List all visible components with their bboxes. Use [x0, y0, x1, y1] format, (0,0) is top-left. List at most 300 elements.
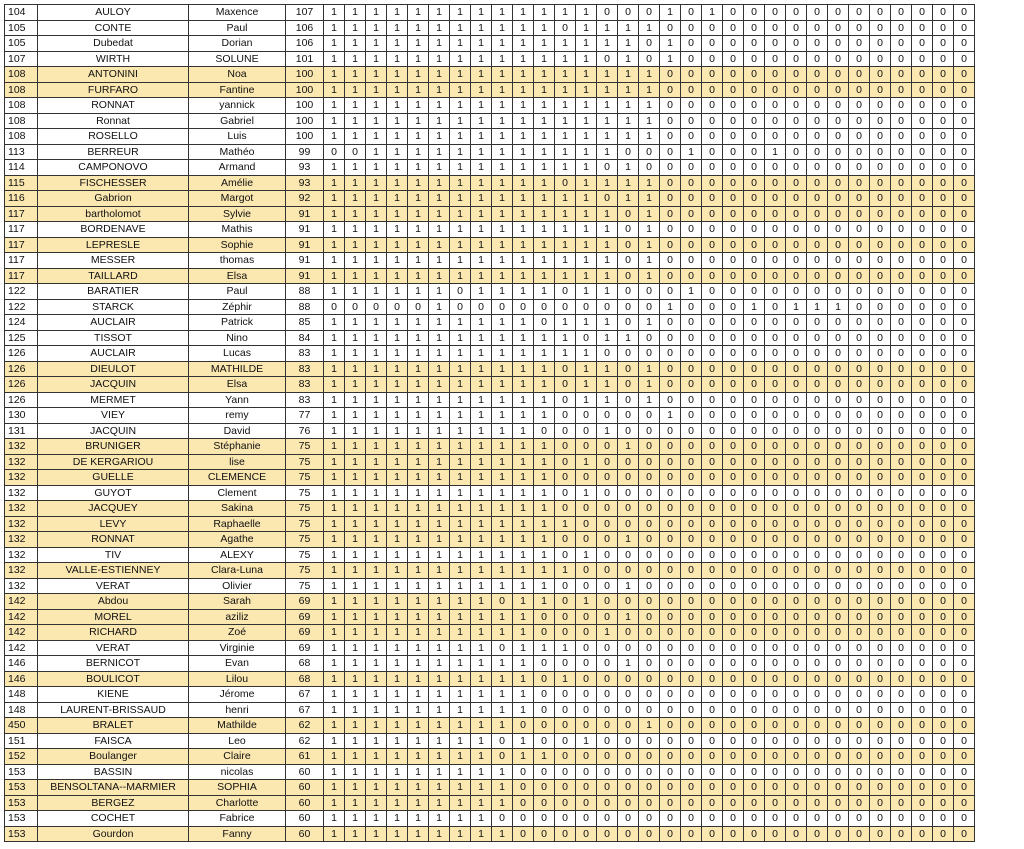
- result-cell: 1: [471, 408, 492, 424]
- result-cell: 0: [618, 144, 639, 160]
- result-cell: 0: [912, 206, 933, 222]
- result-cell: 1: [534, 361, 555, 377]
- result-cell: 0: [786, 144, 807, 160]
- rank-cell: 117: [5, 268, 38, 284]
- last-name-cell: AUCLAIR: [38, 315, 189, 331]
- result-cell: 1: [429, 439, 450, 455]
- result-cell: 0: [618, 361, 639, 377]
- result-cell: 1: [387, 532, 408, 548]
- result-cell: 1: [513, 67, 534, 83]
- result-cell: 0: [765, 82, 786, 98]
- result-cell: 1: [807, 299, 828, 315]
- result-cell: 0: [954, 129, 975, 145]
- result-cell: 0: [933, 578, 954, 594]
- result-cell: 0: [555, 625, 576, 641]
- result-cell: 0: [870, 671, 891, 687]
- result-cell: 0: [639, 299, 660, 315]
- result-cell: 0: [618, 826, 639, 842]
- result-cell: 0: [744, 702, 765, 718]
- result-cell: 0: [786, 764, 807, 780]
- table-row: [5, 284, 975, 300]
- result-cell: 0: [891, 67, 912, 83]
- score-cell: 75: [286, 501, 324, 517]
- result-cell: 0: [912, 113, 933, 129]
- result-cell: 0: [723, 36, 744, 52]
- result-cell: 0: [744, 780, 765, 796]
- result-cell: 0: [912, 361, 933, 377]
- table-row: [5, 20, 975, 36]
- result-cell: 0: [639, 795, 660, 811]
- result-cell: 0: [891, 51, 912, 67]
- last-name-cell: Boulanger: [38, 749, 189, 765]
- result-cell: 0: [828, 625, 849, 641]
- result-cell: 1: [387, 625, 408, 641]
- result-cell: 1: [345, 191, 366, 207]
- table-row: [5, 439, 975, 455]
- result-cell: 0: [723, 423, 744, 439]
- result-cell: 0: [555, 485, 576, 501]
- table-row: [5, 470, 975, 486]
- result-cell: 1: [576, 392, 597, 408]
- result-cell: 1: [786, 299, 807, 315]
- result-cell: 1: [639, 82, 660, 98]
- result-cell: 0: [870, 222, 891, 238]
- score-cell: 60: [286, 764, 324, 780]
- result-cell: 1: [450, 82, 471, 98]
- result-cell: 0: [807, 253, 828, 269]
- result-cell: 1: [513, 578, 534, 594]
- result-cell: 0: [660, 656, 681, 672]
- rank-cell: 148: [5, 702, 38, 718]
- result-cell: 1: [408, 268, 429, 284]
- result-cell: 0: [702, 795, 723, 811]
- result-cell: 0: [912, 547, 933, 563]
- result-cell: 1: [345, 98, 366, 114]
- result-cell: 0: [912, 501, 933, 517]
- result-cell: 1: [387, 516, 408, 532]
- result-cell: 0: [744, 82, 765, 98]
- result-cell: 0: [807, 98, 828, 114]
- first-name-cell: Claire: [189, 749, 286, 765]
- result-cell: 1: [345, 392, 366, 408]
- result-cell: 0: [870, 237, 891, 253]
- result-cell: 0: [639, 656, 660, 672]
- result-cell: 0: [744, 237, 765, 253]
- score-cell: 76: [286, 423, 324, 439]
- result-cell: 0: [660, 144, 681, 160]
- result-cell: 0: [723, 501, 744, 517]
- score-cell: 75: [286, 516, 324, 532]
- result-cell: 0: [639, 687, 660, 703]
- result-cell: 0: [555, 656, 576, 672]
- result-cell: 0: [702, 749, 723, 765]
- result-cell: 0: [891, 268, 912, 284]
- result-cell: 1: [450, 392, 471, 408]
- result-cell: 0: [891, 718, 912, 734]
- table-row: [5, 547, 975, 563]
- result-cell: 1: [345, 547, 366, 563]
- result-cell: 0: [555, 547, 576, 563]
- result-cell: 1: [618, 578, 639, 594]
- result-cell: 0: [618, 454, 639, 470]
- result-cell: 0: [555, 733, 576, 749]
- result-cell: 0: [828, 640, 849, 656]
- result-cell: 1: [387, 222, 408, 238]
- result-cell: 0: [618, 547, 639, 563]
- result-cell: 0: [786, 609, 807, 625]
- result-cell: 1: [471, 222, 492, 238]
- result-cell: 0: [660, 98, 681, 114]
- result-cell: 1: [450, 516, 471, 532]
- result-cell: 1: [639, 377, 660, 393]
- table-row: [5, 671, 975, 687]
- result-cell: 0: [933, 749, 954, 765]
- result-cell: 0: [702, 113, 723, 129]
- result-cell: 1: [744, 299, 765, 315]
- result-cell: 0: [576, 330, 597, 346]
- last-name-cell: VALLE-ESTIENNEY: [38, 563, 189, 579]
- table-row: [5, 253, 975, 269]
- first-name-cell: Fanny: [189, 826, 286, 842]
- result-cell: 0: [786, 222, 807, 238]
- result-cell: 0: [870, 749, 891, 765]
- result-cell: 0: [849, 175, 870, 191]
- rank-cell: 153: [5, 764, 38, 780]
- result-cell: 0: [744, 578, 765, 594]
- result-cell: 0: [534, 625, 555, 641]
- result-cell: 1: [366, 237, 387, 253]
- result-cell: 0: [765, 191, 786, 207]
- result-cell: 1: [450, 160, 471, 176]
- result-cell: 0: [891, 175, 912, 191]
- result-cell: 1: [471, 671, 492, 687]
- result-cell: 1: [429, 780, 450, 796]
- result-cell: 1: [408, 470, 429, 486]
- result-cell: 0: [681, 594, 702, 610]
- result-cell: 1: [597, 253, 618, 269]
- result-cell: 0: [555, 532, 576, 548]
- result-cell: 1: [555, 113, 576, 129]
- first-name-cell: Leo: [189, 733, 286, 749]
- result-cell: 0: [681, 780, 702, 796]
- result-cell: 0: [639, 5, 660, 21]
- result-cell: 0: [681, 687, 702, 703]
- result-cell: 1: [597, 206, 618, 222]
- result-cell: 0: [933, 718, 954, 734]
- result-cell: 1: [450, 98, 471, 114]
- result-cell: 1: [576, 82, 597, 98]
- result-cell: 0: [723, 532, 744, 548]
- result-cell: 0: [954, 330, 975, 346]
- table-row: [5, 67, 975, 83]
- result-cell: 0: [786, 51, 807, 67]
- result-cell: 0: [555, 702, 576, 718]
- result-cell: 1: [366, 423, 387, 439]
- result-cell: 0: [765, 733, 786, 749]
- result-cell: 0: [933, 640, 954, 656]
- result-cell: 0: [954, 764, 975, 780]
- result-cell: 1: [513, 237, 534, 253]
- result-cell: 0: [807, 20, 828, 36]
- result-cell: 0: [870, 811, 891, 827]
- result-cell: 1: [450, 20, 471, 36]
- result-cell: 0: [702, 687, 723, 703]
- result-cell: 1: [387, 98, 408, 114]
- result-cell: 1: [618, 82, 639, 98]
- result-cell: 0: [576, 408, 597, 424]
- result-cell: 0: [597, 764, 618, 780]
- result-cell: 0: [765, 330, 786, 346]
- table-row: [5, 36, 975, 52]
- result-cell: 0: [870, 733, 891, 749]
- result-cell: 1: [513, 36, 534, 52]
- table-row: [5, 237, 975, 253]
- result-cell: 1: [534, 547, 555, 563]
- last-name-cell: LAURENT-BRISSAUD: [38, 702, 189, 718]
- result-cell: 0: [681, 377, 702, 393]
- result-cell: 0: [807, 423, 828, 439]
- score-cell: 100: [286, 113, 324, 129]
- result-cell: 0: [933, 129, 954, 145]
- last-name-cell: WIRTH: [38, 51, 189, 67]
- result-cell: 1: [429, 501, 450, 517]
- result-cell: 1: [429, 361, 450, 377]
- result-cell: 1: [345, 423, 366, 439]
- result-cell: 0: [639, 826, 660, 842]
- result-cell: 0: [765, 609, 786, 625]
- result-cell: 1: [345, 640, 366, 656]
- first-name-cell: Evan: [189, 656, 286, 672]
- result-cell: 1: [450, 222, 471, 238]
- result-cell: 1: [324, 795, 345, 811]
- result-cell: 0: [765, 485, 786, 501]
- result-cell: 1: [513, 129, 534, 145]
- result-cell: 0: [933, 82, 954, 98]
- result-cell: 1: [492, 702, 513, 718]
- result-cell: 0: [723, 656, 744, 672]
- result-cell: 1: [618, 67, 639, 83]
- result-cell: 0: [660, 191, 681, 207]
- result-cell: 1: [450, 578, 471, 594]
- result-cell: 0: [723, 811, 744, 827]
- result-cell: 0: [870, 516, 891, 532]
- first-name-cell: Gabriel: [189, 113, 286, 129]
- result-cell: 0: [933, 253, 954, 269]
- result-cell: 0: [849, 826, 870, 842]
- result-cell: 0: [828, 144, 849, 160]
- result-cell: 0: [555, 392, 576, 408]
- result-cell: 0: [954, 501, 975, 517]
- result-cell: 0: [828, 222, 849, 238]
- rank-cell: 108: [5, 113, 38, 129]
- result-cell: 1: [576, 206, 597, 222]
- result-cell: 0: [744, 346, 765, 362]
- result-cell: 0: [765, 470, 786, 486]
- result-cell: 1: [429, 811, 450, 827]
- result-cell: 1: [471, 687, 492, 703]
- result-cell: 1: [450, 625, 471, 641]
- result-cell: 0: [828, 20, 849, 36]
- result-cell: 1: [450, 51, 471, 67]
- result-cell: 0: [534, 764, 555, 780]
- first-name-cell: Maxence: [189, 5, 286, 21]
- result-cell: 0: [807, 408, 828, 424]
- result-cell: 0: [765, 237, 786, 253]
- result-cell: 0: [555, 764, 576, 780]
- result-cell: 0: [954, 222, 975, 238]
- result-cell: 1: [345, 175, 366, 191]
- result-cell: 1: [324, 640, 345, 656]
- result-cell: 0: [849, 51, 870, 67]
- result-cell: 1: [471, 51, 492, 67]
- result-cell: 0: [765, 532, 786, 548]
- result-cell: 0: [891, 299, 912, 315]
- result-cell: 0: [576, 780, 597, 796]
- result-cell: 0: [660, 222, 681, 238]
- result-cell: 1: [387, 470, 408, 486]
- result-cell: 1: [366, 191, 387, 207]
- result-cell: 0: [870, 315, 891, 331]
- result-cell: 0: [912, 439, 933, 455]
- rank-cell: 122: [5, 299, 38, 315]
- result-cell: 0: [513, 826, 534, 842]
- score-cell: 75: [286, 578, 324, 594]
- result-cell: 1: [702, 5, 723, 21]
- result-cell: 1: [660, 299, 681, 315]
- result-cell: 0: [660, 268, 681, 284]
- result-cell: 1: [387, 408, 408, 424]
- table-row: [5, 516, 975, 532]
- result-cell: 1: [450, 377, 471, 393]
- last-name-cell: Abdou: [38, 594, 189, 610]
- result-cell: 0: [681, 160, 702, 176]
- result-cell: 1: [345, 501, 366, 517]
- result-cell: 1: [555, 640, 576, 656]
- result-cell: 0: [891, 516, 912, 532]
- result-cell: 0: [660, 532, 681, 548]
- result-cell: 0: [723, 408, 744, 424]
- result-cell: 1: [555, 206, 576, 222]
- result-cell: 0: [723, 563, 744, 579]
- rank-cell: 450: [5, 718, 38, 734]
- result-cell: 0: [765, 392, 786, 408]
- result-cell: 0: [849, 470, 870, 486]
- result-cell: 0: [870, 764, 891, 780]
- last-name-cell: LEPRESLE: [38, 237, 189, 253]
- result-cell: 1: [492, 625, 513, 641]
- result-cell: 0: [765, 315, 786, 331]
- result-cell: 0: [786, 749, 807, 765]
- result-cell: 1: [345, 268, 366, 284]
- result-cell: 0: [555, 687, 576, 703]
- result-cell: 0: [912, 392, 933, 408]
- result-cell: 0: [723, 144, 744, 160]
- result-cell: 0: [723, 733, 744, 749]
- result-cell: 0: [786, 330, 807, 346]
- result-cell: 1: [639, 206, 660, 222]
- result-cell: 1: [429, 129, 450, 145]
- result-cell: 1: [387, 144, 408, 160]
- result-cell: 0: [681, 516, 702, 532]
- result-cell: 1: [576, 67, 597, 83]
- result-cell: 0: [345, 299, 366, 315]
- result-cell: 0: [786, 253, 807, 269]
- result-cell: 1: [408, 625, 429, 641]
- result-cell: 1: [492, 268, 513, 284]
- result-cell: 0: [891, 656, 912, 672]
- result-cell: 0: [555, 795, 576, 811]
- result-cell: 0: [681, 625, 702, 641]
- result-cell: 1: [366, 671, 387, 687]
- result-cell: 0: [492, 594, 513, 610]
- result-cell: 0: [828, 532, 849, 548]
- table-row: [5, 826, 975, 842]
- result-cell: 0: [891, 625, 912, 641]
- last-name-cell: RICHARD: [38, 625, 189, 641]
- result-cell: 1: [492, 563, 513, 579]
- table-row: [5, 268, 975, 284]
- rank-cell: 142: [5, 625, 38, 641]
- result-cell: 1: [450, 361, 471, 377]
- result-cell: 0: [765, 175, 786, 191]
- score-cell: 85: [286, 315, 324, 331]
- table-row: [5, 749, 975, 765]
- last-name-cell: COCHET: [38, 811, 189, 827]
- result-cell: 1: [408, 594, 429, 610]
- result-cell: 0: [660, 330, 681, 346]
- result-cell: 0: [765, 51, 786, 67]
- result-cell: 0: [660, 764, 681, 780]
- first-name-cell: SOPHIA: [189, 780, 286, 796]
- result-cell: 0: [639, 594, 660, 610]
- result-cell: 1: [639, 175, 660, 191]
- result-cell: 1: [366, 144, 387, 160]
- first-name-cell: Stéphanie: [189, 439, 286, 455]
- result-cell: 0: [765, 160, 786, 176]
- result-cell: 1: [450, 671, 471, 687]
- result-cell: 1: [429, 237, 450, 253]
- result-cell: 1: [513, 749, 534, 765]
- result-cell: 1: [597, 82, 618, 98]
- result-cell: 0: [912, 377, 933, 393]
- score-cell: 62: [286, 733, 324, 749]
- result-cell: 0: [702, 826, 723, 842]
- result-cell: 1: [450, 191, 471, 207]
- result-cell: 1: [639, 191, 660, 207]
- result-cell: 0: [555, 175, 576, 191]
- result-cell: 1: [429, 392, 450, 408]
- first-name-cell: Patrick: [189, 315, 286, 331]
- result-cell: 1: [576, 485, 597, 501]
- result-cell: 1: [450, 253, 471, 269]
- result-cell: 0: [912, 191, 933, 207]
- result-cell: 1: [660, 51, 681, 67]
- result-cell: 0: [849, 594, 870, 610]
- result-cell: 0: [744, 594, 765, 610]
- result-cell: 1: [429, 423, 450, 439]
- result-cell: 0: [723, 346, 744, 362]
- first-name-cell: David: [189, 423, 286, 439]
- result-cell: 1: [408, 702, 429, 718]
- result-cell: 1: [492, 144, 513, 160]
- result-cell: 0: [933, 222, 954, 238]
- result-cell: 1: [492, 764, 513, 780]
- result-cell: 1: [366, 113, 387, 129]
- result-cell: 0: [618, 718, 639, 734]
- result-cell: 0: [933, 625, 954, 641]
- result-cell: 1: [429, 5, 450, 21]
- first-name-cell: nicolas: [189, 764, 286, 780]
